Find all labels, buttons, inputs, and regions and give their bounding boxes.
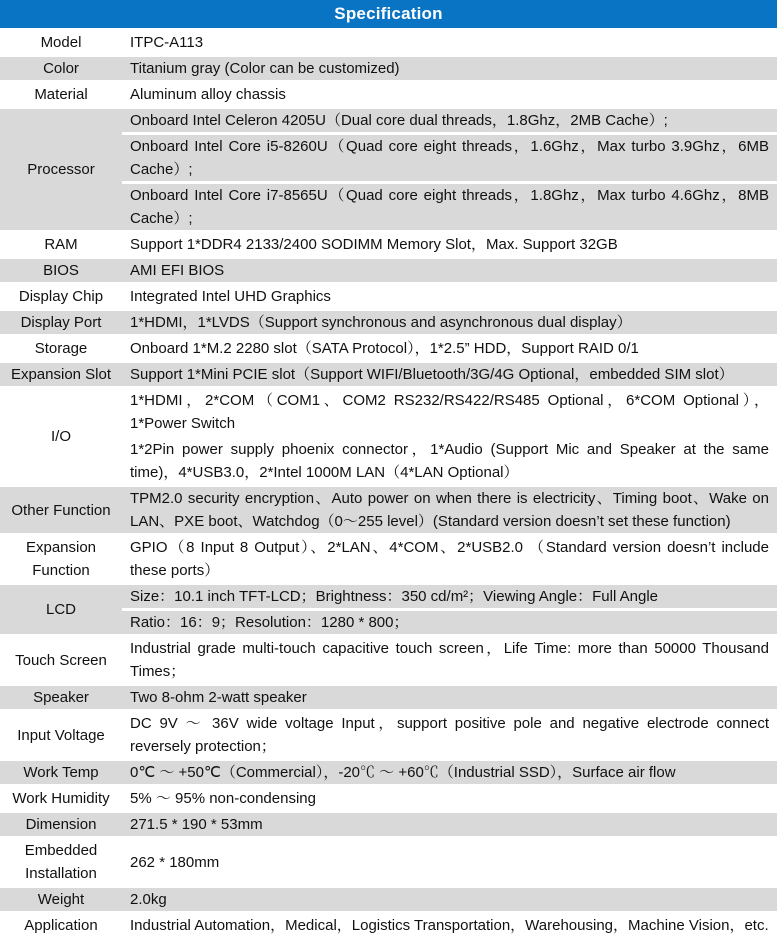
spec-label: Dimension xyxy=(25,816,97,833)
table-row xyxy=(0,685,777,711)
spec-value: GPIO（8 Input 8 Output）、2*LAN、4*COM、2*USB2.0 （Standard version doesn’t include these ports） xyxy=(130,539,769,579)
spec-value: AMI EFI BIOS xyxy=(130,262,225,279)
spec-label: Weight xyxy=(37,891,85,908)
table-row xyxy=(0,336,777,362)
table-row xyxy=(0,284,777,310)
spec-label: Model xyxy=(40,34,82,51)
spec-label: Storage xyxy=(34,340,88,357)
spec-value: DC 9V ～ 36V wide voltage Input，support positive pole and negative electrode connect reversely protection； xyxy=(130,715,769,755)
spec-value xyxy=(122,584,777,636)
spec-value: 271.5 * 190 * 53mm xyxy=(130,816,263,833)
spec-label: Application xyxy=(24,917,98,934)
spec-value: Support 1*DDR4 2133/2400 SODIMM Memory Slot，Max. Support 32GB xyxy=(130,236,618,253)
spec-label: I/O xyxy=(50,428,71,445)
spec-label: BIOS xyxy=(43,262,79,279)
spec-label: Material xyxy=(34,86,88,103)
table-row xyxy=(0,838,777,887)
spec-value: 262 * 180mm xyxy=(130,853,220,871)
spec-value: Industrial Automation，Medical，Logistics Transportation，Warehousing，Machine Vision，etc. xyxy=(130,917,769,934)
table-row xyxy=(0,812,777,838)
spec-value-line: 1*2Pin power supply phoenix connector，1*Audio (Support Mic and Speaker at the same time)，4*USB3.0，2*Intel 1000M LAN（4*LAN Optional） xyxy=(122,435,777,484)
spec-value-line: Size：10.1 inch TFT-LCD；Brightness：350 cd/m²；Viewing Angle：Full Angle xyxy=(130,588,659,605)
spec-label: Processor xyxy=(27,161,95,178)
spec-value: Aluminum alloy chassis xyxy=(130,86,286,103)
spec-label: Work Humidity xyxy=(12,790,110,807)
spec-value: 0℃ ～ +50℃（Commercial），-20℃ ～ +60℃（Industrial SSD），Surface air flow xyxy=(130,764,676,781)
spec-label: Other Function xyxy=(11,501,111,519)
spec-header: Specification xyxy=(0,0,777,28)
table-row xyxy=(0,388,777,486)
table-row xyxy=(0,584,777,636)
spec-label: Input Voltage xyxy=(17,726,105,744)
table-row xyxy=(0,786,777,812)
spec-label: Speaker xyxy=(33,689,89,706)
spec-label: Color xyxy=(43,60,79,77)
spec-value: Industrial grade multi-touch capacitive touch screen，Life Time: more than 50000 Thousand Times； xyxy=(130,640,769,680)
spec-table xyxy=(0,28,777,937)
table-row xyxy=(0,535,777,584)
spec-value: Titanium gray (Color can be customized) xyxy=(130,60,400,77)
spec-label: Embedded Installation xyxy=(24,842,98,882)
table-row xyxy=(0,636,777,685)
spec-value: 2.0kg xyxy=(130,891,167,908)
table-row xyxy=(0,258,777,284)
spec-value-line: Onboard Intel Celeron 4205U（Dual core dual threads，1.8Ghz，2MB Cache）; xyxy=(130,112,668,129)
table-row xyxy=(0,486,777,535)
table-row xyxy=(0,108,777,232)
spec-value-line: Onboard Intel Core i7-8565U（Quad core eight threads，1.8Ghz，Max turbo 4.6Ghz，8MB Cache）; xyxy=(122,181,777,230)
spec-label: Display Chip xyxy=(18,288,104,305)
table-row xyxy=(0,362,777,388)
spec-value-line: Onboard Intel Core i5-8260U（Quad core eight threads，1.6Ghz，Max turbo 3.9Ghz，6MB Cache）; xyxy=(122,132,777,181)
spec-value-line: Ratio：16：9；Resolution：1280 * 800； xyxy=(122,608,777,634)
spec-value: Onboard 1*M.2 2280 slot（SATA Protocol），1*2.5” HDD，Support RAID 0/1 xyxy=(130,340,639,357)
spec-value: Integrated Intel UHD Graphics xyxy=(130,288,331,305)
spec-value: TPM2.0 security encryption、Auto power on when there is electricity、Timing boot、Wake on LAN、PXE boot、Watchdog（0～255 level）(Standard version doesn’t set these function) xyxy=(130,490,769,530)
table-row xyxy=(0,760,777,786)
spec-label: LCD xyxy=(45,601,76,618)
table-row xyxy=(0,232,777,258)
spec-value: ITPC-A113 xyxy=(130,34,204,51)
table-row xyxy=(0,310,777,336)
spec-value xyxy=(122,108,777,232)
spec-value: 5% ～ 95% non-condensing xyxy=(130,790,316,807)
spec-value xyxy=(122,388,777,486)
spec-label: Work Temp xyxy=(23,764,99,781)
table-row xyxy=(0,30,777,56)
table-row xyxy=(0,56,777,82)
table-row xyxy=(0,913,777,938)
spec-label: Expansion Slot xyxy=(10,366,112,383)
spec-label: Display Port xyxy=(20,314,102,331)
spec-value-line: 1*HDMI，2*COM（COM1、COM2 RS232/RS422/RS485 Optional，6*COM Optional），1*Power Switch xyxy=(130,392,769,432)
spec-label: Expansion Function xyxy=(25,539,97,579)
table-row xyxy=(0,711,777,760)
spec-value: Two 8-ohm 2-watt speaker xyxy=(130,689,307,706)
spec-value: Support 1*Mini PCIE slot（Support WIFI/Bluetooth/3G/4G Optional，embedded SIM slot） xyxy=(130,366,734,383)
table-row xyxy=(0,82,777,108)
spec-value: 1*HDMI，1*LVDS（Support synchronous and asynchronous dual display） xyxy=(130,314,632,331)
table-row xyxy=(0,887,777,913)
spec-label: RAM xyxy=(44,236,78,253)
spec-label: Touch Screen xyxy=(15,651,107,669)
